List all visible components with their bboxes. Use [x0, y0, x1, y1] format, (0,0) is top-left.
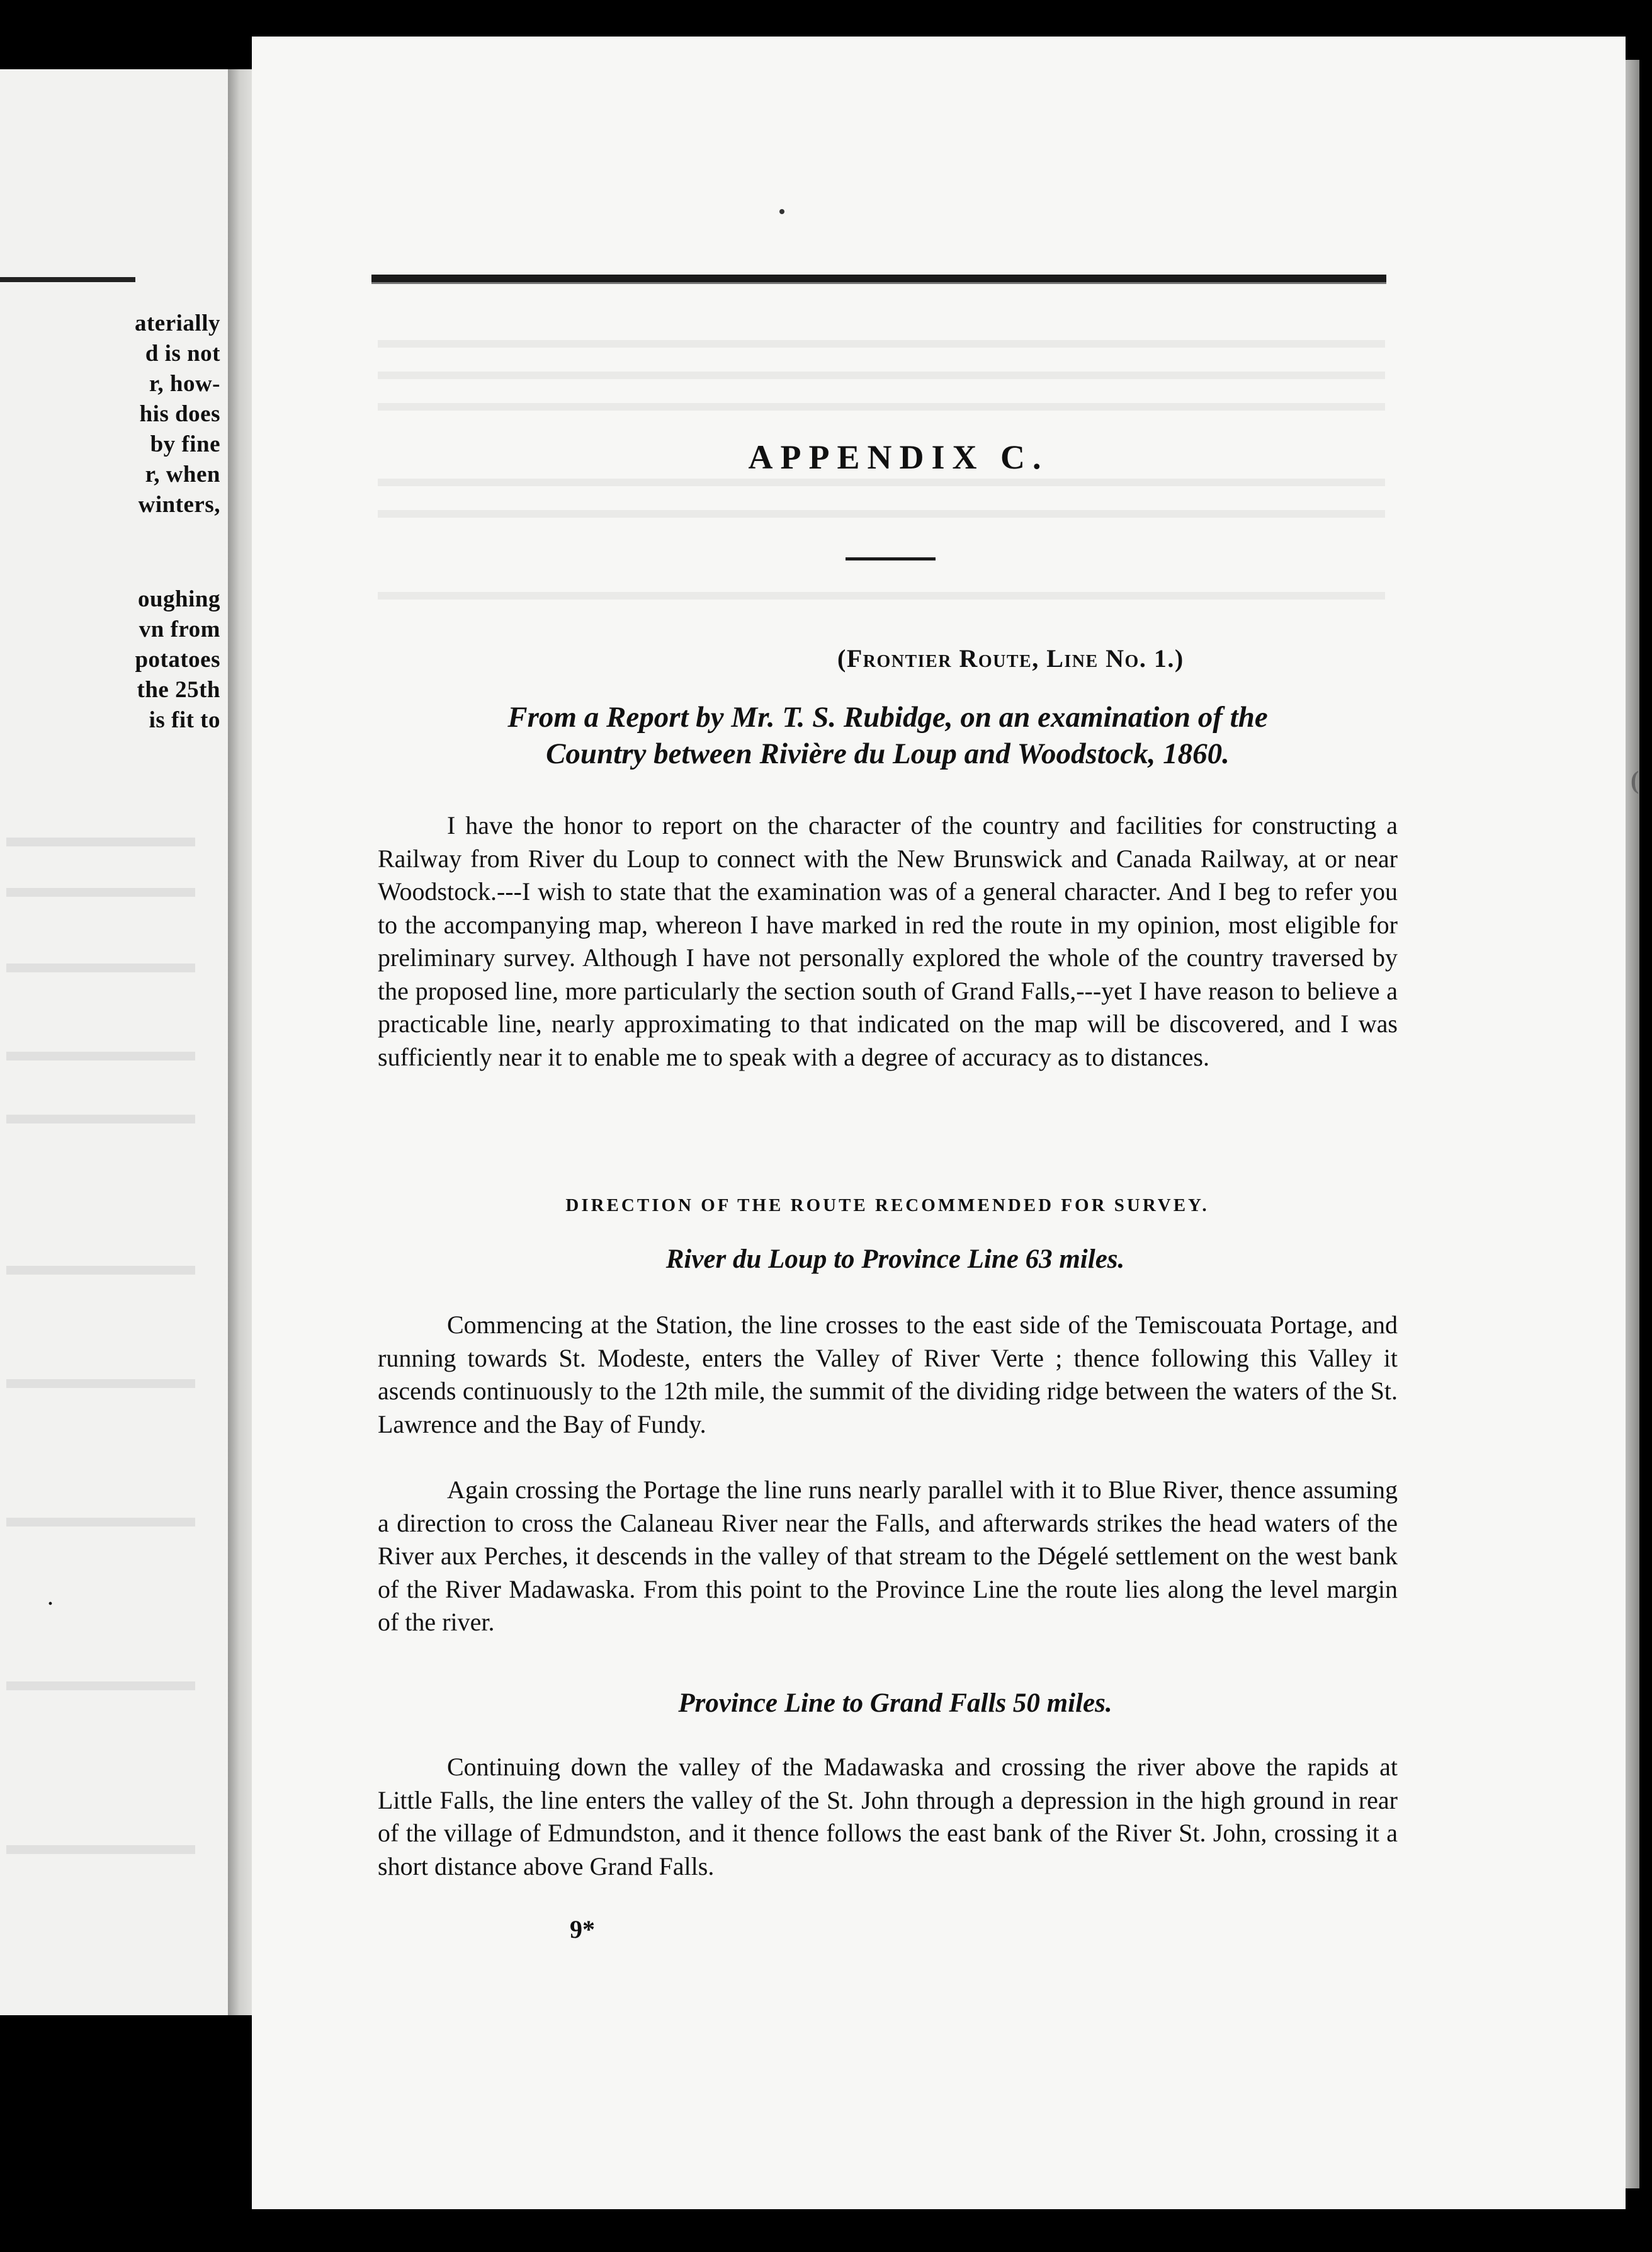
- appendix-heading: [0, 438, 1652, 477]
- report-title: [378, 699, 1398, 772]
- bleed-through: [6, 888, 195, 897]
- page-dot-mark: [779, 209, 784, 214]
- left-line: r, when: [145, 462, 220, 487]
- left-page-rule: [0, 277, 135, 282]
- route-label-text: Frontier Route, Line No. 1.: [846, 644, 1175, 673]
- bleed-through: [6, 1052, 195, 1061]
- paragraph-again-crossing-text: Again crossing the Portage the line runs nearly parallel with it to Blue River, thence assuming a direction to cross the Calaneau River near the Falls, and afterwards strikes the head waters of the River aux Perches, it descends in the valley of that stream to the Dégelé settlement on the west bank of the River Madawaska. From this point to the Province Line the route lies along the level margin of the river.: [378, 1476, 1398, 1636]
- section-title-river-du-loup: River du Loup to Province Line 63 miles.: [665, 1244, 1125, 1274]
- section-title-province-line: Province Line to Grand Falls 50 miles.: [678, 1688, 1112, 1718]
- left-line: potatoes: [135, 647, 220, 673]
- paragraph-continuing-text: Continuing down the valley of the Madawaska and crossing the river above the rapids at Little Falls, the line enters the valley of the St. John through a depression in the high ground in rear of the village of Edmundston, and it thence follows the east bank of the River St. John, crossing it a short distance above Grand Falls.: [378, 1753, 1398, 1880]
- left-page-text-block-2: [135, 584, 220, 736]
- route-label-open: (: [837, 644, 847, 673]
- heading-divider: [846, 557, 936, 560]
- bleed-through: [6, 1115, 195, 1123]
- paragraph-commencing: [378, 1309, 1398, 1441]
- bleed-through: [378, 479, 1385, 486]
- bleed-through: [6, 964, 195, 972]
- left-line: is fit to: [149, 707, 220, 733]
- report-title-line-2: Country between Rivière du Loup and Woodstock, 1860.: [546, 737, 1230, 770]
- left-line: the 25th: [137, 677, 220, 703]
- paragraph-continuing: [378, 1751, 1398, 1883]
- bleed-through: [378, 510, 1385, 518]
- route-direction-subheading: DIRECTION OF THE ROUTE RECOMMENDED FOR SURVEY.: [565, 1195, 1209, 1215]
- left-line: vn from: [139, 617, 220, 642]
- bleed-through: [6, 1518, 195, 1527]
- margin-mark: (: [1631, 766, 1639, 794]
- left-line: his does: [139, 401, 220, 427]
- paragraph-again-crossing: [378, 1474, 1398, 1639]
- signature-mark: 9*: [570, 1915, 595, 1943]
- bleed-through: [6, 838, 195, 846]
- main-page: [252, 37, 1626, 2209]
- paragraph-intro-text: I have the honor to report on the character of the country and facilities for constructing a Railway from River du Loup to connect with the New Brunswick and Canada Railway, at or near Woodstock.---I wish to state that the examination was of a general character. And I beg to refer you to the accompanying map, whereon I have marked in red the route in my opinion, most eligible for preliminary survey. Although I have not personally explored the whole of the country traversed by the proposed line, more particularly the section south of Grand Falls,---yet I have reason to believe a practicable line, nearly approximating to that indicated on the map will be discovered, and I was sufficiently near it to enable me to speak with a degree of accuracy as to distances.: [378, 811, 1398, 1071]
- left-line: winters,: [138, 492, 220, 518]
- paragraph-intro: [378, 809, 1398, 1074]
- bleed-through: [378, 340, 1385, 348]
- bleed-through: [378, 592, 1385, 600]
- left-page-fragment: [0, 69, 229, 2015]
- appendix-heading-text: APPENDIX C.: [748, 438, 1049, 476]
- stray-mark: ·: [47, 1593, 54, 1614]
- bleed-through: [6, 1379, 195, 1388]
- left-line: r, how-: [149, 371, 220, 397]
- left-line: oughing: [137, 586, 220, 612]
- left-line: aterially: [134, 310, 220, 336]
- bleed-through: [6, 1845, 195, 1854]
- header-rule: [371, 275, 1386, 284]
- bleed-through: [378, 403, 1385, 411]
- left-line: by fine: [150, 431, 220, 457]
- route-label-close: ): [1174, 644, 1184, 673]
- left-line: d is not: [145, 341, 220, 367]
- left-page-text-block-1: [135, 309, 220, 520]
- route-label: [837, 644, 1184, 673]
- paragraph-commencing-text: Commencing at the Station, the line crosses to the east side of the Temiscouata Portage, and running towards St. Modeste, enters the Valley of River Verte ; thence following this Valley it ascends continuously to the 12th mile, the summit of the dividing ridge between the waters of the St. Lawrence and the Bay of Fundy.: [378, 1311, 1398, 1438]
- bleed-through: [378, 372, 1385, 379]
- report-title-line-1: From a Report by Mr. T. S. Rubidge, on an examination of the: [507, 701, 1268, 734]
